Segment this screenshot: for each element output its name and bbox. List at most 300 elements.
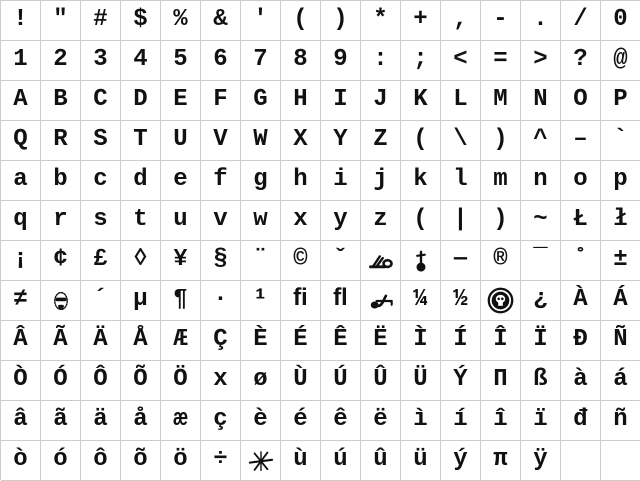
glyph-cell[interactable]: [441, 41, 481, 81]
glyph-cell[interactable]: [161, 281, 201, 321]
glyph: T: [133, 125, 148, 153]
glyph: K: [413, 85, 428, 113]
glyph-cell[interactable]: [481, 401, 521, 441]
glyph-cell[interactable]: [361, 441, 401, 481]
glyph: a: [13, 165, 28, 193]
glyph-cell[interactable]: [281, 161, 321, 201]
glyph-cell[interactable]: [201, 1, 241, 41]
glyph: ·: [213, 285, 228, 313]
glyph-cell[interactable]: [521, 161, 561, 201]
glyph: /: [573, 5, 588, 33]
glyph-cell[interactable]: [161, 161, 201, 201]
dead-horse-icon: [367, 247, 395, 275]
glyph: Ã: [53, 325, 68, 353]
glyph-cell[interactable]: [241, 321, 281, 361]
glyph-cell[interactable]: [561, 401, 601, 441]
glyph-cell[interactable]: [81, 281, 121, 321]
glyph-cell[interactable]: [401, 121, 441, 161]
grave-dagger-icon: [408, 248, 434, 274]
glyph-cell[interactable]: [401, 401, 441, 441]
glyph: ¼: [413, 285, 428, 313]
glyph: Ú: [333, 365, 348, 393]
glyph-cell[interactable]: [321, 321, 361, 361]
glyph: ¥: [173, 245, 188, 273]
glyph: H: [293, 85, 308, 113]
glyph-cell[interactable]: [121, 361, 161, 401]
glyph: ø: [253, 365, 268, 393]
glyph: Ë: [373, 325, 388, 353]
glyph-cell[interactable]: [361, 81, 401, 121]
glyph-cell[interactable]: [321, 121, 361, 161]
glyph: V: [213, 125, 228, 153]
glyph-cell[interactable]: [161, 41, 201, 81]
glyph-cell[interactable]: [601, 281, 640, 321]
glyph-cell[interactable]: [121, 281, 161, 321]
glyph: õ: [133, 445, 148, 473]
glyph-cell[interactable]: [281, 41, 321, 81]
glyph: E: [173, 85, 188, 113]
glyph-cell[interactable]: [281, 1, 321, 41]
glyph: â: [13, 405, 28, 433]
glyph-cell[interactable]: [481, 81, 521, 121]
glyph: Á: [613, 285, 628, 313]
glyph-cell[interactable]: [281, 441, 321, 481]
glyph-cell[interactable]: [121, 1, 161, 41]
glyph-cell[interactable]: [481, 41, 521, 81]
glyph-cell[interactable]: [561, 241, 601, 281]
glyph: ◊: [133, 245, 148, 273]
glyph-cell[interactable]: [241, 121, 281, 161]
glyph-cell[interactable]: [521, 321, 561, 361]
glyph-cell[interactable]: [521, 201, 561, 241]
glyph: G: [253, 85, 268, 113]
glyph-cell[interactable]: [601, 241, 640, 281]
glyph: t: [133, 205, 148, 233]
glyph: O: [573, 85, 588, 113]
glyph-cell[interactable]: [601, 1, 640, 41]
glyph: Õ: [133, 365, 148, 393]
glyph-cell[interactable]: [521, 41, 561, 81]
glyph: u: [173, 205, 188, 233]
glyph-cell[interactable]: [121, 321, 161, 361]
glyph-cell[interactable]: [441, 1, 481, 41]
glyph-cell[interactable]: [441, 401, 481, 441]
glyph-cell[interactable]: [441, 201, 481, 241]
glyph-cell[interactable]: [561, 81, 601, 121]
glyph-cell[interactable]: [121, 401, 161, 441]
glyph-cell[interactable]: [41, 161, 81, 201]
glyph-cell[interactable]: [521, 401, 561, 441]
glyph-cell[interactable]: [361, 1, 401, 41]
glyph-cell[interactable]: [321, 41, 361, 81]
glyph-cell[interactable]: [241, 281, 281, 321]
glyph-cell[interactable]: [601, 401, 640, 441]
glyph-cell[interactable]: [41, 241, 81, 281]
glyph-cell[interactable]: [81, 401, 121, 441]
glyph-cell[interactable]: [321, 161, 361, 201]
glyph-cell[interactable]: [561, 321, 601, 361]
glyph-cell[interactable]: [281, 401, 321, 441]
glyph: P: [613, 85, 628, 113]
glyph-cell[interactable]: [201, 241, 241, 281]
glyph: ": [53, 5, 68, 33]
glyph: |: [453, 205, 468, 233]
glyph: L: [453, 85, 468, 113]
glyph-cell[interactable]: [121, 241, 161, 281]
glyph-cell[interactable]: [81, 201, 121, 241]
glyph: ì: [413, 405, 428, 433]
glyph-cell[interactable]: [401, 241, 441, 281]
glyph: É: [293, 325, 308, 353]
glyph-cell[interactable]: [481, 1, 521, 41]
glyph: ;: [413, 45, 428, 73]
glyph-cell[interactable]: [241, 81, 281, 121]
glyph-cell[interactable]: [241, 401, 281, 441]
glyph-cell[interactable]: [241, 161, 281, 201]
glyph-cell[interactable]: [81, 161, 121, 201]
glyph-cell[interactable]: [321, 1, 361, 41]
glyph-cell[interactable]: [361, 401, 401, 441]
glyph-cell[interactable]: [281, 281, 321, 321]
glyph-cell[interactable]: [281, 121, 321, 161]
glyph-cell[interactable]: [1, 121, 41, 161]
glyph-cell[interactable]: [241, 441, 281, 481]
glyph: X: [293, 125, 308, 153]
glyph: 7: [253, 45, 268, 73]
swash-tail-icon: [367, 287, 395, 315]
glyph-cell[interactable]: [241, 361, 281, 401]
glyph: Å: [133, 325, 148, 353]
glyph-cell[interactable]: [1, 361, 41, 401]
glyph-cell[interactable]: [401, 161, 441, 201]
glyph: ½: [453, 285, 468, 313]
glyph-cell[interactable]: [1, 441, 41, 481]
glyph-cell[interactable]: [281, 241, 321, 281]
glyph-cell[interactable]: [401, 201, 441, 241]
glyph-cell[interactable]: [1, 1, 41, 41]
glyph-cell[interactable]: [561, 41, 601, 81]
glyph: b: [53, 165, 68, 193]
glyph-cell[interactable]: [481, 241, 521, 281]
glyph: (: [413, 125, 428, 153]
glyph-cell[interactable]: [481, 161, 521, 201]
glyph-cell[interactable]: [321, 401, 361, 441]
glyph-cell[interactable]: [121, 121, 161, 161]
glyph: ,: [453, 5, 468, 33]
glyph-cell[interactable]: [161, 81, 201, 121]
glyph-cell[interactable]: [401, 321, 441, 361]
glyph: %: [173, 5, 188, 33]
glyph: î: [493, 405, 508, 433]
glyph: À: [573, 285, 588, 313]
glyph-cell[interactable]: [521, 1, 561, 41]
glyph-cell[interactable]: [561, 121, 601, 161]
glyph: ~: [533, 205, 548, 233]
glyph: M: [493, 85, 508, 113]
glyph-cell[interactable]: [321, 281, 361, 321]
glyph: Ð: [573, 325, 588, 353]
glyph-cell[interactable]: [81, 361, 121, 401]
glyph: \: [453, 125, 468, 153]
glyph-cell[interactable]: [201, 81, 241, 121]
glyph: æ: [173, 405, 188, 433]
glyph-cell[interactable]: [81, 121, 121, 161]
glyph-cell[interactable]: [321, 201, 361, 241]
glyph-cell[interactable]: [321, 361, 361, 401]
glyph: ë: [373, 405, 388, 433]
glyph: ±: [613, 245, 628, 273]
glyph: ¯: [533, 245, 548, 273]
glyph-cell[interactable]: [1, 281, 41, 321]
glyph-cell[interactable]: [81, 1, 121, 41]
glyph-cell[interactable]: [201, 161, 241, 201]
glyph-cell[interactable]: [281, 361, 321, 401]
glyph-cell[interactable]: [361, 361, 401, 401]
glyph-cell[interactable]: [281, 201, 321, 241]
glyph-cell[interactable]: [121, 161, 161, 201]
glyph: I: [333, 85, 348, 113]
glyph-cell[interactable]: [441, 321, 481, 361]
glyph-cell[interactable]: [481, 121, 521, 161]
glyph: È: [253, 325, 268, 353]
glyph-cell[interactable]: [241, 41, 281, 81]
glyph: `: [613, 125, 628, 153]
glyph: π: [493, 445, 508, 473]
glyph: Ñ: [613, 325, 628, 353]
glyph-cell[interactable]: [561, 1, 601, 41]
glyph-cell[interactable]: [121, 441, 161, 481]
glyph: ù: [293, 445, 308, 473]
glyph: ß: [533, 365, 548, 393]
glyph-cell[interactable]: [1, 241, 41, 281]
glyph: (: [293, 5, 308, 33]
glyph-cell[interactable]: [41, 361, 81, 401]
glyph: Ê: [333, 325, 348, 353]
glyph-cell[interactable]: [41, 321, 81, 361]
glyph-cell[interactable]: [401, 81, 441, 121]
glyph-cell[interactable]: [1, 161, 41, 201]
glyph: ?: [573, 45, 588, 73]
glyph: ): [333, 5, 348, 33]
glyph-cell[interactable]: [601, 361, 640, 401]
glyph-cell[interactable]: [521, 121, 561, 161]
glyph-cell[interactable]: [521, 361, 561, 401]
glyph: Â: [13, 325, 28, 353]
glyph-cell[interactable]: [1, 41, 41, 81]
glyph: W: [253, 125, 268, 153]
glyph: Q: [13, 125, 28, 153]
glyph: 0: [613, 5, 628, 33]
glyph-cell[interactable]: [441, 441, 481, 481]
glyph-cell[interactable]: [161, 441, 201, 481]
glyph-cell[interactable]: [521, 281, 561, 321]
glyph: ´: [93, 285, 108, 313]
glyph: x: [293, 205, 308, 233]
glyph: ': [253, 5, 268, 33]
glyph: z: [373, 205, 388, 233]
glyph: 2: [53, 45, 68, 73]
glyph: Ï: [533, 325, 548, 353]
glyph-cell[interactable]: [561, 361, 601, 401]
glyph-cell[interactable]: [441, 241, 481, 281]
glyph-cell[interactable]: [41, 121, 81, 161]
glyph-cell[interactable]: [1, 401, 41, 441]
glyph-cell[interactable]: [201, 361, 241, 401]
glyph-cell[interactable]: [521, 241, 561, 281]
glyph-cell[interactable]: [161, 401, 201, 441]
glyph-cell[interactable]: [41, 401, 81, 441]
glyph: o: [573, 165, 588, 193]
glyph-cell[interactable]: [201, 41, 241, 81]
glyph-cell[interactable]: [41, 81, 81, 121]
glyph-cell[interactable]: [361, 241, 401, 281]
glyph-cell[interactable]: [481, 321, 521, 361]
glyph-cell[interactable]: [441, 161, 481, 201]
glyph-cell[interactable]: [41, 281, 81, 321]
glyph-cell[interactable]: [601, 201, 640, 241]
glyph-cell[interactable]: [601, 321, 640, 361]
glyph-cell[interactable]: [281, 321, 321, 361]
glyph-cell[interactable]: [601, 41, 640, 81]
glyph: ô: [93, 445, 108, 473]
glyph: ü: [413, 445, 428, 473]
glyph-cell[interactable]: [1, 321, 41, 361]
glyph: <: [453, 45, 468, 73]
glyph-cell[interactable]: [401, 361, 441, 401]
glyph: Ù: [293, 365, 308, 393]
glyph-cell[interactable]: [201, 201, 241, 241]
glyph-cell[interactable]: [601, 81, 640, 121]
glyph: c: [93, 165, 108, 193]
glyph-cell[interactable]: [441, 281, 481, 321]
glyph: ò: [13, 445, 28, 473]
glyph: §: [213, 245, 228, 273]
glyph-cell[interactable]: [81, 441, 121, 481]
glyph-cell[interactable]: [361, 321, 401, 361]
glyph-cell[interactable]: [41, 1, 81, 41]
glyph-cell[interactable]: [441, 361, 481, 401]
glyph-cell[interactable]: [601, 161, 640, 201]
glyph-cell[interactable]: [161, 241, 201, 281]
glyph-cell[interactable]: [201, 441, 241, 481]
glyph-cell[interactable]: [121, 41, 161, 81]
glyph: –: [573, 125, 588, 153]
glyph: N: [533, 85, 548, 113]
glyph: ¶: [173, 285, 188, 313]
glyph: ó: [53, 445, 68, 473]
glyph-cell[interactable]: [1, 201, 41, 241]
glyph: (: [413, 205, 428, 233]
glyph-cell[interactable]: [161, 361, 201, 401]
glyph: x: [213, 365, 228, 393]
glyph-cell[interactable]: [561, 281, 601, 321]
glyph-cell[interactable]: [321, 241, 361, 281]
glyph-cell[interactable]: [361, 121, 401, 161]
glyph: ): [493, 125, 508, 153]
glyph-cell[interactable]: [121, 201, 161, 241]
glyph-cell[interactable]: [561, 161, 601, 201]
glyph-cell[interactable]: [201, 281, 241, 321]
glyph-cell[interactable]: [361, 201, 401, 241]
glyph-cell[interactable]: [321, 81, 361, 121]
glyph-cell[interactable]: [41, 441, 81, 481]
glyph-cell[interactable]: [281, 81, 321, 121]
glyph: á: [613, 365, 628, 393]
glyph-cell[interactable]: [41, 201, 81, 241]
glyph-cell[interactable]: [81, 81, 121, 121]
glyph-cell[interactable]: [561, 201, 601, 241]
glyph-cell[interactable]: [321, 441, 361, 481]
glyph: !: [13, 5, 28, 33]
glyph-cell[interactable]: [401, 41, 441, 81]
glyph: 3: [93, 45, 108, 73]
glyph-cell[interactable]: [201, 401, 241, 441]
glyph: ö: [173, 445, 188, 473]
glyph-cell[interactable]: [401, 441, 441, 481]
glyph-cell[interactable]: [81, 41, 121, 81]
glyph-cell[interactable]: [161, 201, 201, 241]
glyph: g: [253, 165, 268, 193]
glyph: đ: [573, 405, 588, 433]
glyph: ä: [93, 405, 108, 433]
glyph-cell[interactable]: [521, 81, 561, 121]
glyph-cell[interactable]: [81, 241, 121, 281]
glyph: Ü: [413, 365, 428, 393]
glyph: Ô: [93, 365, 108, 393]
glyph: Ò: [13, 365, 28, 393]
glyph: ˚: [573, 245, 588, 273]
glyph: #: [93, 5, 108, 33]
glyph-cell[interactable]: [361, 281, 401, 321]
glyph-cell[interactable]: [361, 161, 401, 201]
glyph-cell[interactable]: [601, 121, 640, 161]
glyph-cell[interactable]: [241, 1, 281, 41]
glyph: Ä: [93, 325, 108, 353]
glyph-cell[interactable]: [481, 441, 521, 481]
glyph-cell[interactable]: [161, 121, 201, 161]
glyph: ®: [493, 245, 508, 273]
glyph-cell[interactable]: [201, 121, 241, 161]
glyph: Ö: [173, 365, 188, 393]
glyph-cell[interactable]: [481, 201, 521, 241]
glyph-cell[interactable]: [161, 321, 201, 361]
glyph-cell[interactable]: [441, 121, 481, 161]
glyph-cell[interactable]: [441, 81, 481, 121]
glyph: j: [373, 165, 388, 193]
glyph-cell[interactable]: [521, 441, 561, 481]
glyph-cell[interactable]: [481, 361, 521, 401]
glyph-cell[interactable]: [401, 1, 441, 41]
glyph: .: [533, 5, 548, 33]
glyph-cell[interactable]: [1, 81, 41, 121]
glyph: >: [533, 45, 548, 73]
glyph-cell[interactable]: [361, 41, 401, 81]
glyph: í: [453, 405, 468, 433]
glyph: 4: [133, 45, 148, 73]
glyph: 8: [293, 45, 308, 73]
glyph: l: [453, 165, 468, 193]
glyph-cell[interactable]: [241, 241, 281, 281]
glyph-cell[interactable]: [481, 281, 521, 321]
glyph-cell[interactable]: [241, 201, 281, 241]
glyph-cell[interactable]: [401, 281, 441, 321]
glyph-cell[interactable]: [81, 321, 121, 361]
glyph-cell[interactable]: [121, 81, 161, 121]
glyph-cell[interactable]: [161, 1, 201, 41]
glyph-cell[interactable]: [201, 321, 241, 361]
glyph-cell[interactable]: [41, 41, 81, 81]
glyph: Z: [373, 125, 388, 153]
